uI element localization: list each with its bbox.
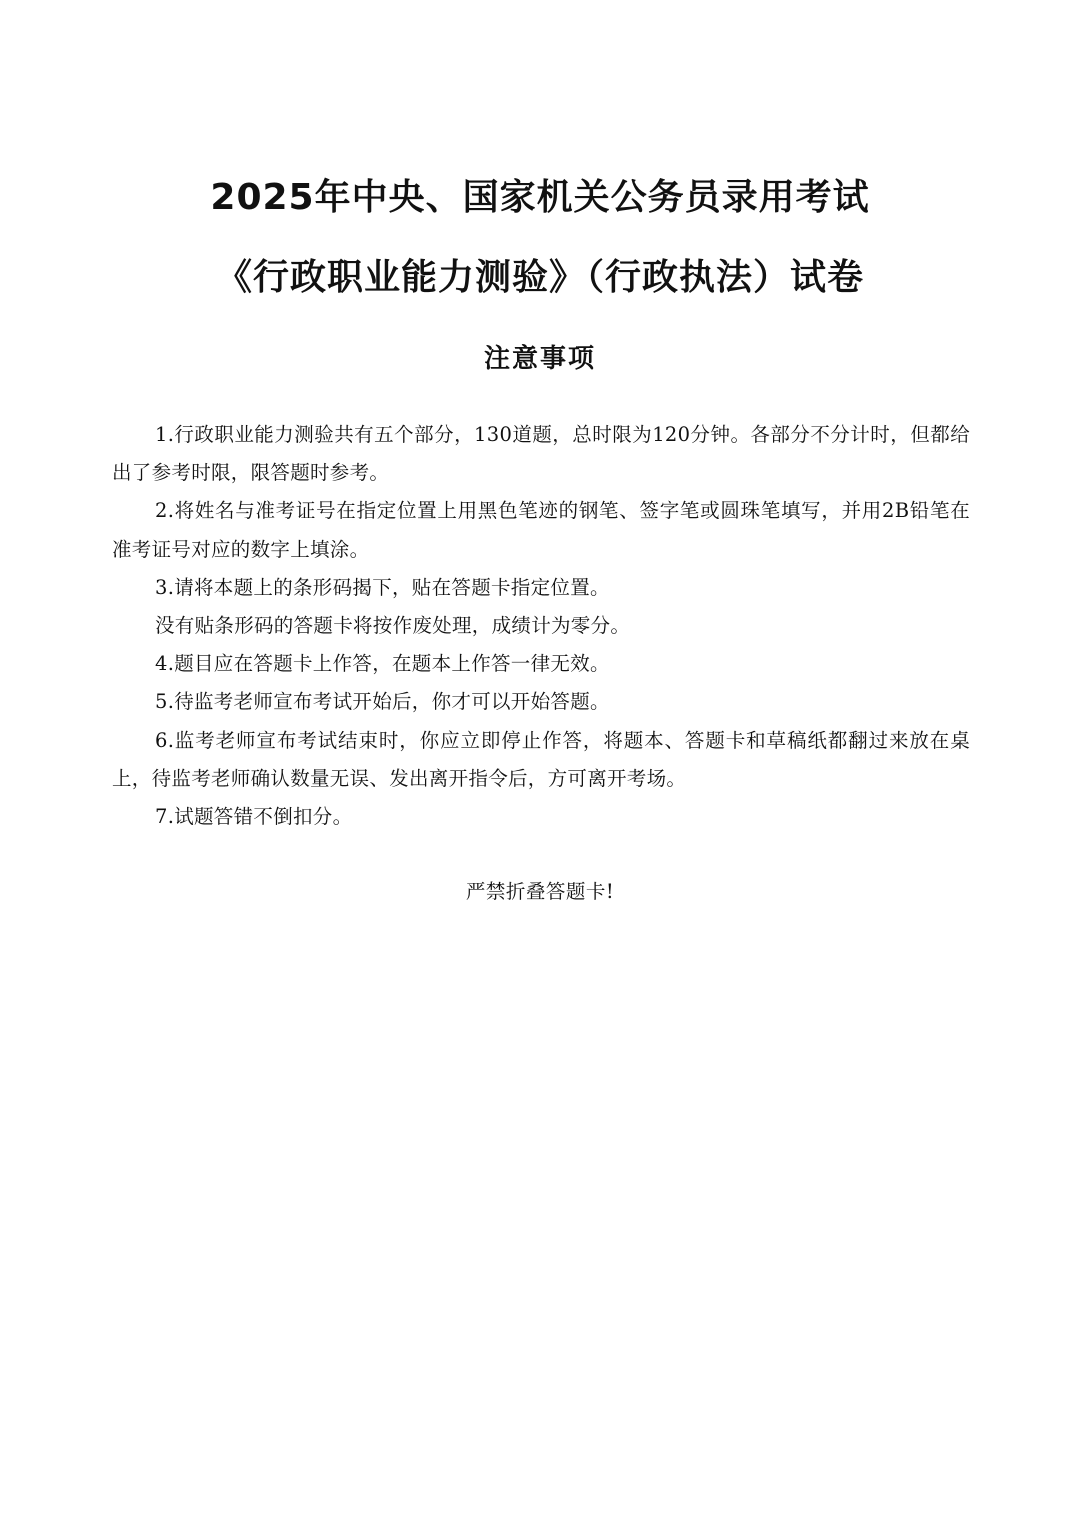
- notice-item-5: 5.待监考老师宣布考试开始后，你才可以开始答题。: [155, 690, 610, 714]
- notice-item-2: 2.将姓名与准考证号在指定位置上用黑色笔迹的钢笔、签字笔或圆珠笔填写，并用2B铅笔在准考证号对应的数字上填涂。: [112, 499, 970, 561]
- notice-item-3: 3.请将本题上的条形码揭下，贴在答题卡指定位置。: [155, 575, 610, 599]
- exam-title-line-1: 2025年中央、国家机关公务员录用考试: [210, 177, 870, 218]
- notice-item-3-continued: 没有贴条形码的答题卡将按作废处理，成绩计为零分。: [155, 614, 631, 638]
- exam-title-line-2: 《行政职业能力测验》（行政执法）试卷: [215, 257, 864, 298]
- notice-item-4: 4.题目应在答题卡上作答，在题本上作答一律无效。: [155, 652, 610, 676]
- notice-list: [112, 416, 970, 836]
- notice-heading: 注意事项: [483, 344, 596, 374]
- footer-warning: 严禁折叠答题卡!: [465, 880, 615, 903]
- notice-item-6: 6.监考老师宣布考试结束时，你应立即停止作答，将题本、答题卡和草稿纸都翻过来放在桌上，待监考老师确认数量无误、发出离开指令后，方可离开考场。: [112, 728, 970, 790]
- notice-item-7: 7.试题答错不倒扣分。: [155, 805, 353, 829]
- notice-item-1: 1.行政职业能力测验共有五个部分，130道题，总时限为120分钟。各部分不分计时，但都给出了参考时限，限答题时参考。: [112, 423, 970, 485]
